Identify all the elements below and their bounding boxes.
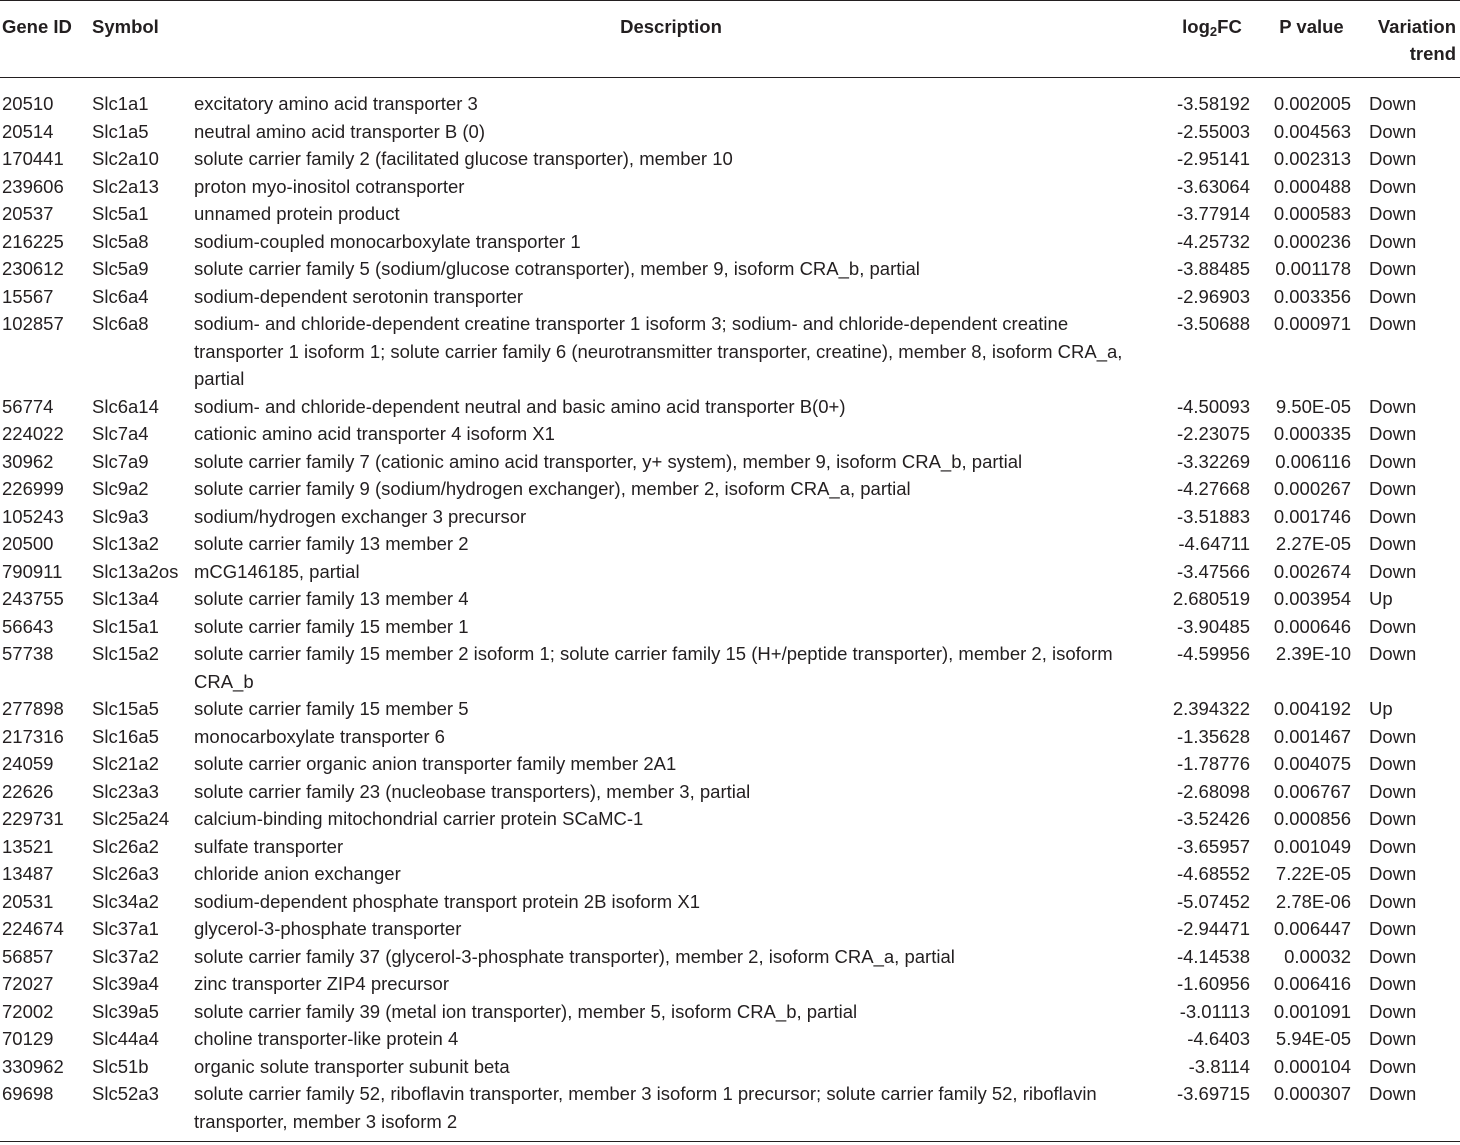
- table-row: [0, 118, 1460, 146]
- cell-symbol: Slc15a2: [92, 643, 159, 664]
- cell-gene-id: 239606: [2, 175, 64, 197]
- cell-symbol: Slc6a4: [92, 285, 149, 307]
- table-row: [0, 310, 1460, 393]
- cell-gene-id: 217316: [2, 725, 64, 747]
- cell-symbol: Slc13a4: [92, 588, 159, 609]
- cell-variation-trend: Down: [1369, 203, 1417, 224]
- cell-description: excitatory amino acid transporter 3: [194, 93, 478, 114]
- cell-symbol: Slc37a2: [92, 945, 159, 967]
- cell-description: solute carrier family 37 (glycerol-3-phosphate transporter), member 2, isoform CRA_a, partial: [194, 945, 955, 967]
- cell-gene-id: 70129: [2, 1028, 54, 1049]
- cell-p-value: 0.004075: [1273, 753, 1351, 774]
- cell-variation-trend: Down: [1369, 1000, 1417, 1022]
- header-gene-id: Gene ID: [0, 1, 82, 78]
- cell-description: sodium- and chloride-dependent creatine transporter 1 isoform 3; sodium- and chloride-dependent creatine transporter 1 isoform 1; solute carrier family 6 (neurotransmitter transporter, creatine), member 8, isoform CRA_a, partial: [194, 313, 1123, 389]
- cell-description: choline transporter-like protein 4: [194, 1028, 459, 1049]
- cell-symbol: Slc5a9: [92, 258, 149, 279]
- cell-symbol: Slc15a5: [92, 698, 159, 719]
- cell-variation-trend: Down: [1369, 423, 1417, 444]
- cell-p-value: 0.004563: [1273, 120, 1351, 142]
- table-row: [0, 723, 1460, 751]
- cell-log2fc: -3.50688: [1176, 313, 1250, 334]
- cell-p-value: 0.004192: [1273, 698, 1351, 719]
- cell-description: solute carrier family 23 (nucleobase transporters), member 3, partial: [194, 780, 751, 802]
- cell-symbol: Slc5a8: [92, 230, 149, 252]
- cell-log2fc: -4.27668: [1176, 478, 1250, 499]
- cell-variation-trend: Down: [1369, 725, 1417, 747]
- cell-description: monocarboxylate transporter 6: [194, 725, 445, 747]
- cell-p-value: 0.001178: [1275, 258, 1351, 279]
- cell-symbol: Slc39a4: [92, 973, 159, 994]
- cell-description: zinc transporter ZIP4 precursor: [194, 973, 449, 994]
- table-row: [0, 393, 1460, 421]
- cell-gene-id: 102857: [2, 313, 64, 334]
- cell-symbol: Slc2a13: [92, 175, 159, 197]
- table-row: [0, 585, 1460, 613]
- cell-variation-trend: Down: [1369, 560, 1417, 582]
- cell-log2fc: -2.94471: [1176, 918, 1250, 939]
- cell-variation-trend: Down: [1369, 780, 1417, 802]
- table-row: [0, 750, 1460, 778]
- cell-log2fc: -1.60956: [1176, 973, 1250, 994]
- cell-gene-id: 170441: [2, 148, 64, 169]
- cell-p-value: 0.002674: [1273, 560, 1351, 582]
- cell-gene-id: 22626: [2, 780, 54, 802]
- cell-p-value: 0.000488: [1273, 175, 1351, 197]
- cell-symbol: Slc15a1: [92, 615, 159, 637]
- cell-description: sodium- and chloride-dependent neutral and basic amino acid transporter B(0+): [194, 395, 846, 417]
- cell-gene-id: 224674: [2, 918, 64, 939]
- table-row: [0, 805, 1460, 833]
- cell-log2fc: -4.25732: [1176, 230, 1250, 252]
- cell-description: solute carrier family 15 member 5: [194, 698, 469, 719]
- cell-log2fc: -2.68098: [1176, 780, 1250, 802]
- cell-description: solute carrier family 39 (metal ion transporter), member 5, isoform CRA_b, partial: [194, 1000, 858, 1022]
- cell-p-value: 0.000856: [1273, 808, 1351, 829]
- table-row: [0, 530, 1460, 558]
- cell-variation-trend: Down: [1369, 148, 1417, 169]
- table-row: [0, 1025, 1460, 1053]
- cell-gene-id: 72027: [2, 973, 54, 994]
- table-row: [0, 1080, 1460, 1142]
- table-row: [0, 970, 1460, 998]
- header-symbol: Symbol: [82, 1, 192, 78]
- cell-variation-trend: Down: [1369, 945, 1417, 967]
- table-row: [0, 173, 1460, 201]
- cell-p-value: 7.22E-05: [1275, 863, 1351, 884]
- cell-symbol: Slc21a2: [92, 753, 159, 774]
- cell-symbol: Slc6a14: [92, 395, 159, 417]
- cell-symbol: Slc7a4: [92, 423, 149, 444]
- cell-symbol: Slc23a3: [92, 780, 159, 802]
- cell-variation-trend: Down: [1369, 450, 1417, 472]
- cell-description: solute carrier family 7 (cationic amino acid transporter, y+ system), member 9, isoform CRA_b, partial: [194, 450, 1023, 472]
- cell-variation-trend: Up: [1369, 588, 1393, 609]
- table-row: [0, 1053, 1460, 1081]
- cell-log2fc: -4.59956: [1176, 643, 1250, 664]
- cell-symbol: Slc51b: [92, 1055, 149, 1077]
- cell-description: solute carrier family 13 member 4: [194, 588, 469, 609]
- cell-gene-id: 30962: [2, 450, 54, 472]
- cell-symbol: Slc2a10: [92, 148, 159, 169]
- cell-log2fc: -2.23075: [1176, 423, 1250, 444]
- cell-log2fc: -4.50093: [1176, 395, 1250, 417]
- cell-gene-id: 216225: [2, 230, 64, 252]
- header-variation-trend: Variation trend: [1363, 1, 1460, 78]
- cell-gene-id: 72002: [2, 1000, 54, 1022]
- cell-gene-id: 57738: [2, 643, 54, 664]
- cell-description: sulfate transporter: [194, 835, 344, 857]
- header-log2fc-base: log: [1182, 16, 1210, 37]
- cell-symbol: Slc44a4: [92, 1028, 159, 1049]
- cell-variation-trend: Down: [1369, 1028, 1417, 1049]
- cell-log2fc: -3.88485: [1176, 258, 1250, 279]
- cell-log2fc: -1.78776: [1176, 753, 1250, 774]
- table-row: [0, 778, 1460, 806]
- cell-p-value: 0.006447: [1273, 918, 1351, 939]
- cell-symbol: Slc26a3: [92, 863, 159, 884]
- cell-description: solute carrier family 15 member 1: [194, 615, 469, 637]
- cell-variation-trend: Down: [1369, 120, 1417, 142]
- cell-variation-trend: Down: [1369, 1055, 1417, 1077]
- cell-gene-id: 229731: [2, 808, 64, 829]
- cell-variation-trend: Down: [1369, 175, 1417, 197]
- cell-gene-id: 56774: [2, 395, 54, 417]
- cell-log2fc: -3.47566: [1176, 560, 1250, 582]
- cell-description: solute carrier family 13 member 2: [194, 533, 469, 554]
- table-row: [0, 228, 1460, 256]
- cell-variation-trend: Down: [1369, 918, 1417, 939]
- cell-description: solute carrier family 5 (sodium/glucose cotransporter), member 9, isoform CRA_b, partial: [194, 258, 920, 279]
- cell-gene-id: 13487: [2, 863, 54, 884]
- cell-symbol: Slc13a2os: [92, 560, 179, 582]
- cell-gene-id: 20500: [2, 533, 54, 554]
- cell-log2fc: -4.68552: [1176, 863, 1250, 884]
- cell-p-value: 0.002313: [1273, 148, 1351, 169]
- cell-description: glycerol-3-phosphate transporter: [194, 918, 462, 939]
- cell-variation-trend: Down: [1369, 285, 1417, 307]
- cell-variation-trend: Down: [1369, 313, 1417, 334]
- cell-gene-id: 15567: [2, 285, 54, 307]
- table-row: [0, 448, 1460, 476]
- cell-log2fc: -4.6403: [1187, 1028, 1250, 1049]
- cell-description: solute carrier family 52, riboflavin transporter, member 3 isoform 1 precursor; solute carrier family 52, riboflavin transporter, member 3 isoform 2: [192, 1080, 1164, 1142]
- cell-p-value: 0.000267: [1273, 478, 1351, 499]
- cell-gene-id: 277898: [2, 698, 64, 719]
- cell-description: solute carrier family 2 (facilitated glucose transporter), member 10: [194, 148, 733, 169]
- cell-log2fc: -2.95141: [1176, 148, 1250, 169]
- cell-log2fc: -3.52426: [1176, 808, 1250, 829]
- table-row: [0, 613, 1460, 641]
- cell-gene-id: 13521: [2, 835, 54, 857]
- header-log2fc-suffix: FC: [1217, 16, 1242, 37]
- header-log2fc-subscript: 2: [1209, 24, 1218, 39]
- cell-p-value: 2.27E-05: [1275, 533, 1351, 554]
- cell-gene-id: 790911: [2, 560, 63, 582]
- cell-description: neutral amino acid transporter B (0): [194, 120, 485, 142]
- cell-p-value: 0.000307: [1260, 1080, 1363, 1142]
- cell-variation-trend: Down: [1369, 533, 1417, 554]
- cell-log2fc: -4.14538: [1176, 945, 1250, 967]
- cell-log2fc: -3.63064: [1176, 175, 1250, 197]
- table-row: [0, 888, 1460, 916]
- cell-gene-id: 56857: [2, 945, 54, 967]
- cell-variation-trend: Down: [1369, 615, 1417, 637]
- cell-gene-id: 330962: [2, 1055, 64, 1077]
- cell-variation-trend: Down: [1369, 835, 1417, 857]
- cell-gene-id: 105243: [2, 505, 64, 527]
- cell-p-value: 0.001049: [1273, 835, 1351, 857]
- cell-description: unnamed protein product: [194, 203, 400, 224]
- cell-variation-trend: Down: [1363, 1080, 1460, 1142]
- table-row: [0, 255, 1460, 283]
- cell-p-value: 9.50E-05: [1275, 395, 1351, 417]
- table-body: [0, 78, 1460, 1142]
- table-row: [0, 283, 1460, 311]
- cell-p-value: 0.003356: [1273, 285, 1351, 307]
- table-row: [0, 695, 1460, 723]
- cell-description: organic solute transporter subunit beta: [194, 1055, 510, 1077]
- cell-gene-id: 20531: [2, 890, 54, 912]
- cell-symbol: Slc37a1: [92, 918, 159, 939]
- cell-log2fc: -3.90485: [1176, 615, 1250, 637]
- cell-log2fc: 2.680519: [1172, 588, 1250, 609]
- header-description: Description: [192, 1, 1164, 78]
- cell-gene-id: 226999: [2, 478, 64, 499]
- cell-symbol: Slc5a1: [92, 203, 149, 224]
- cell-gene-id: 224022: [2, 423, 64, 444]
- cell-symbol: Slc7a9: [92, 450, 149, 472]
- cell-variation-trend: Down: [1369, 973, 1417, 994]
- table-row: [0, 915, 1460, 943]
- cell-gene-id: 56643: [2, 615, 54, 637]
- header-log2fc: [1164, 1, 1260, 78]
- cell-log2fc: -3.51883: [1176, 505, 1250, 527]
- header-row: [0, 1, 1460, 78]
- cell-p-value: 2.78E-06: [1275, 890, 1351, 912]
- table-row: [0, 860, 1460, 888]
- cell-description: solute carrier organic anion transporter family member 2A1: [194, 753, 677, 774]
- cell-variation-trend: Down: [1369, 863, 1417, 884]
- cell-symbol: Slc52a3: [82, 1080, 192, 1142]
- cell-gene-id: 69698: [0, 1080, 82, 1142]
- cell-p-value: 0.006767: [1273, 780, 1351, 802]
- cell-p-value: 5.94E-05: [1275, 1028, 1351, 1049]
- cell-p-value: 0.000971: [1273, 313, 1351, 334]
- cell-variation-trend: Down: [1369, 643, 1417, 664]
- cell-gene-id: 20514: [2, 120, 54, 142]
- table-row: [0, 145, 1460, 173]
- table-row: [0, 943, 1460, 971]
- cell-description: sodium-dependent phosphate transport protein 2B isoform X1: [194, 890, 700, 912]
- cell-gene-id: 243755: [2, 588, 64, 609]
- table-row: [0, 998, 1460, 1026]
- cell-variation-trend: Down: [1369, 808, 1417, 829]
- cell-symbol: Slc13a2: [92, 533, 159, 554]
- cell-p-value: 0.001091: [1273, 1000, 1351, 1022]
- cell-description: proton myo-inositol cotransporter: [194, 175, 465, 197]
- cell-variation-trend: Down: [1369, 93, 1417, 114]
- cell-description: sodium/hydrogen exchanger 3 precursor: [194, 505, 527, 527]
- cell-symbol: Slc6a8: [92, 313, 149, 334]
- cell-log2fc: -3.69715: [1164, 1080, 1260, 1142]
- table-row: [0, 200, 1460, 228]
- cell-description: solute carrier family 15 member 2 isoform 1; solute carrier family 15 (H+/peptide transporter), member 2, isoform CRA_b: [194, 643, 1113, 692]
- cell-variation-trend: Down: [1369, 258, 1417, 279]
- cell-gene-id: 24059: [2, 753, 54, 774]
- table-row: [0, 420, 1460, 448]
- cell-p-value: 0.003954: [1273, 588, 1351, 609]
- cell-variation-trend: Down: [1369, 478, 1417, 499]
- cell-symbol: Slc34a2: [92, 890, 159, 912]
- cell-log2fc: -3.01113: [1179, 1000, 1250, 1022]
- cell-variation-trend: Down: [1369, 230, 1417, 252]
- cell-gene-id: 20510: [2, 93, 54, 114]
- cell-p-value: 0.002005: [1273, 93, 1351, 114]
- cell-gene-id: 230612: [2, 258, 64, 279]
- table-row: [0, 558, 1460, 586]
- cell-log2fc: -3.65957: [1176, 835, 1250, 857]
- cell-p-value: 0.001746: [1273, 505, 1351, 527]
- cell-p-value: 0.000236: [1273, 230, 1351, 252]
- cell-variation-trend: Down: [1369, 753, 1417, 774]
- cell-p-value: 0.006416: [1273, 973, 1351, 994]
- cell-description: sodium-coupled monocarboxylate transporter 1: [194, 230, 581, 252]
- cell-variation-trend: Down: [1369, 505, 1417, 527]
- cell-symbol: Slc1a5: [92, 120, 149, 142]
- cell-log2fc: -4.64711: [1178, 533, 1250, 554]
- cell-symbol: Slc25a24: [92, 808, 170, 829]
- cell-log2fc: 2.394322: [1172, 698, 1250, 719]
- cell-description: chloride anion exchanger: [194, 863, 401, 884]
- cell-description: cationic amino acid transporter 4 isoform X1: [194, 423, 555, 444]
- cell-description: mCG146185, partial: [194, 560, 360, 582]
- cell-symbol: Slc16a5: [92, 725, 159, 747]
- cell-variation-trend: Down: [1369, 890, 1417, 912]
- header-p-value: P value: [1260, 1, 1363, 78]
- table-row: [0, 833, 1460, 861]
- cell-log2fc: -2.96903: [1176, 285, 1250, 307]
- cell-p-value: 0.001467: [1273, 725, 1351, 747]
- table-row: [0, 475, 1460, 503]
- cell-p-value: 0.00032: [1284, 945, 1351, 967]
- cell-log2fc: -1.35628: [1176, 725, 1250, 747]
- cell-gene-id: 20537: [2, 203, 54, 224]
- cell-log2fc: -3.58192: [1176, 93, 1250, 114]
- cell-log2fc: -3.8114: [1188, 1055, 1250, 1077]
- cell-p-value: 0.006116: [1275, 450, 1351, 472]
- cell-symbol: Slc1a1: [92, 93, 149, 114]
- cell-description: sodium-dependent serotonin transporter: [194, 285, 524, 307]
- table-row: [0, 78, 1460, 118]
- cell-description: calcium-binding mitochondrial carrier protein SCaMC-1: [194, 808, 644, 829]
- table-row: [0, 640, 1460, 695]
- table-header: [0, 1, 1460, 78]
- cell-p-value: 2.39E-10: [1275, 643, 1351, 664]
- cell-p-value: 0.000646: [1273, 615, 1351, 637]
- cell-p-value: 0.000104: [1273, 1055, 1351, 1077]
- cell-p-value: 0.000335: [1273, 423, 1351, 444]
- cell-symbol: Slc39a5: [92, 1000, 159, 1022]
- cell-variation-trend: Up: [1369, 698, 1393, 719]
- cell-description: solute carrier family 9 (sodium/hydrogen exchanger), member 2, isoform CRA_a, partial: [194, 478, 911, 499]
- cell-log2fc: -2.55003: [1176, 120, 1250, 142]
- table-row: [0, 503, 1460, 531]
- cell-log2fc: -3.32269: [1176, 450, 1250, 472]
- cell-variation-trend: Down: [1369, 395, 1417, 417]
- cell-symbol: Slc9a3: [92, 505, 149, 527]
- cell-log2fc: -3.77914: [1176, 203, 1250, 224]
- cell-symbol: Slc9a2: [92, 478, 149, 499]
- cell-symbol: Slc26a2: [92, 835, 159, 857]
- cell-p-value: 0.000583: [1273, 203, 1351, 224]
- cell-log2fc: -5.07452: [1176, 890, 1250, 912]
